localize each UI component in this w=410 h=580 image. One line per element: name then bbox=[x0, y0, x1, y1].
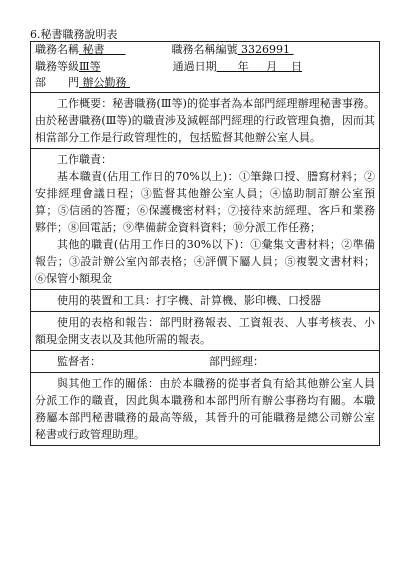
job-name-label: 職務名稱 bbox=[35, 43, 79, 56]
job-description-table bbox=[30, 41, 380, 446]
header-section bbox=[31, 42, 379, 93]
job-grade-value: Ⅲ等 bbox=[79, 59, 101, 73]
approval-date-month: 月 bbox=[266, 59, 278, 73]
duties-heading: 工作職責： bbox=[57, 152, 112, 166]
manager-label: 部門經理： bbox=[209, 354, 264, 368]
approval-date-blanks bbox=[217, 60, 302, 73]
basic-duties-text: 基本職責(佔用工作日的70%以上)：①筆錄口授、謄寫材料；②安排經理會議日程；③監督其他辦公室人員；④協助制訂辦公室預算；⑤信函的答覆；⑥保護機密材料；⑦接待來訪經理、客戶和業務夥伴；⑧回電話；⑨準備薪金資料資料；⑩分派工作任務； bbox=[35, 169, 375, 234]
document-title: 6.秘書職務說明表 bbox=[30, 28, 118, 41]
job-grade-label: 職務等級 bbox=[35, 59, 79, 73]
job-code-label: 職務名稱編號 bbox=[171, 43, 238, 56]
header-line-3 bbox=[31, 75, 379, 92]
job-name-value: 秘書 bbox=[82, 43, 105, 56]
signature-section bbox=[31, 351, 379, 373]
approval-date-year: 年 bbox=[237, 59, 249, 73]
department-value: 辦公勤務 bbox=[82, 76, 127, 89]
supervisor-label: 監督者： bbox=[57, 354, 101, 368]
header-line-2 bbox=[31, 59, 379, 76]
overview-section: 工作概要：秘書職務(Ⅲ等)的從事者為本部門經理辦理秘書事務。由於秘書職務(Ⅲ等)的職責涉及減輕部門經理的行政管理負擔，因而其相當部分工作是行政管理性的，包括監督其他辦公室人員。 bbox=[31, 93, 379, 149]
other-duties-text: 其他的職責(佔用工作日的30%以下)：①彙集文書材料；②準備報告；③設計辦公室內部表格；④評價下屬人員；⑤複製文書材料；⑥保管小額現金 bbox=[35, 237, 375, 285]
approval-date-label: 通過日期 bbox=[172, 59, 217, 73]
relations-section: 與其他工作的關係：由於本職務的從事者負有給其他辦公室人員分派工作的職責，因此與本職務和本部門所有辦公事務均有關。本職務屬本部門秘書職務的最高等級，其晉升的可能職務是總公司辦公室秘書或行政管理助理。 bbox=[35, 376, 375, 441]
equipment-section: 使用的裝置和工具：打字機、計算機、影印機、口授器 bbox=[31, 290, 379, 312]
department-label: 部 門 bbox=[35, 76, 79, 89]
header-line-1 bbox=[31, 42, 379, 59]
approval-date-day: 日 bbox=[291, 59, 303, 73]
forms-section: 使用的表格和報告：部門財務報表、工資報表、人事考核表、小額現金開支表以及其他所需的報表。 bbox=[31, 312, 379, 351]
duties-section bbox=[31, 149, 379, 290]
job-code-value: 3326991 bbox=[240, 43, 290, 56]
